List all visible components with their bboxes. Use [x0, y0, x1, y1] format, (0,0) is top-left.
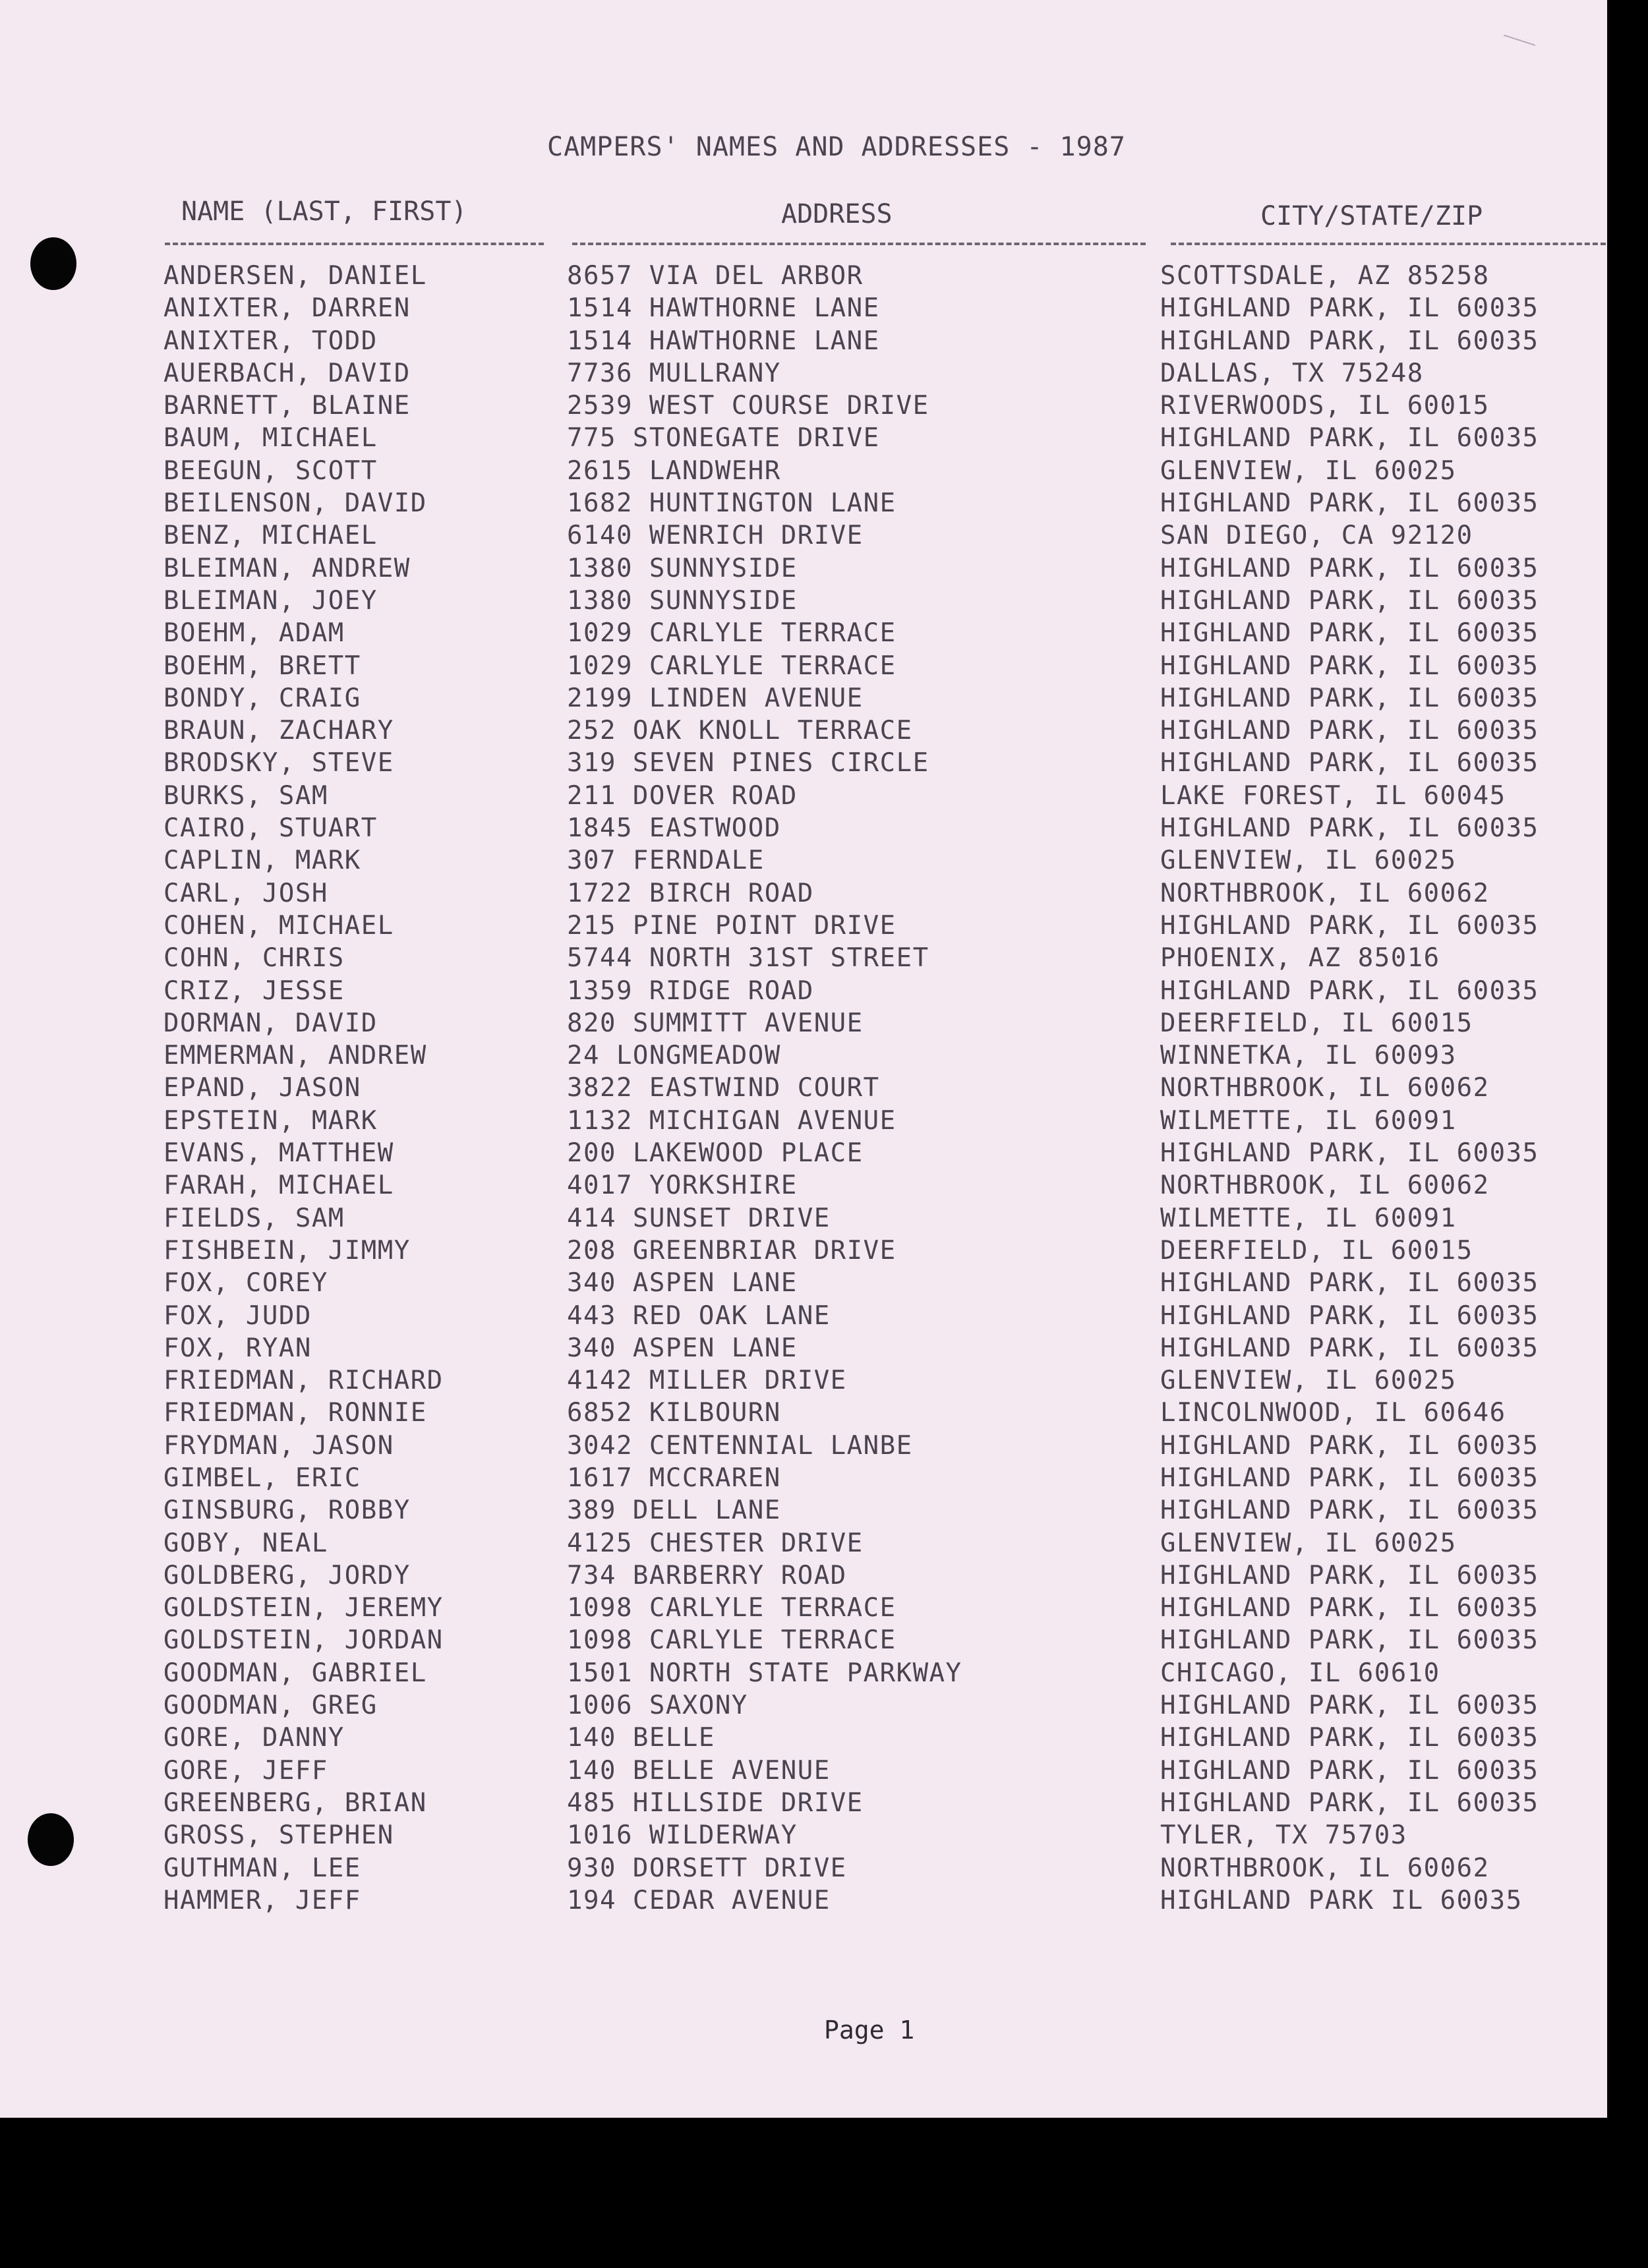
- table-row: [0, 879, 1607, 911]
- camper-city-state-zip: GLENVIEW, IL 60025: [1160, 846, 1457, 876]
- camper-city-state-zip: HIGHLAND PARK, IL 60035: [1160, 1268, 1539, 1298]
- camper-address: 6140 WENRICH DRIVE: [567, 521, 864, 551]
- camper-name: GROSS, STEPHEN: [163, 1820, 394, 1851]
- camper-name: CAPLIN, MARK: [163, 846, 361, 876]
- camper-name: BLEIMAN, ANDREW: [163, 553, 411, 583]
- camper-city-state-zip: NORTHBROOK, IL 60062: [1160, 1853, 1490, 1883]
- camper-city-state-zip: HIGHLAND PARK IL 60035: [1160, 1885, 1523, 1915]
- camper-address: 340 ASPEN LANE: [567, 1333, 798, 1363]
- table-row: [0, 1041, 1607, 1073]
- header-underline-name: [165, 243, 544, 245]
- camper-city-state-zip: NORTHBROOK, IL 60062: [1160, 1171, 1490, 1201]
- table-row: [0, 846, 1607, 878]
- camper-city-state-zip: TYLER, TX 75703: [1160, 1820, 1407, 1851]
- camper-city-state-zip: WILMETTE, IL 60091: [1160, 1203, 1457, 1233]
- camper-address: 200 LAKEWOOD PLACE: [567, 1138, 864, 1169]
- camper-city-state-zip: CHICAGO, IL 60610: [1160, 1658, 1440, 1688]
- camper-address: 215 PINE POINT DRIVE: [567, 910, 897, 941]
- camper-address: 2539 WEST COURSE DRIVE: [567, 391, 929, 421]
- camper-address: 7736 MULLRANY: [567, 358, 781, 388]
- camper-address: 1722 BIRCH ROAD: [567, 878, 814, 908]
- camper-address: 775 STONEGATE DRIVE: [567, 423, 880, 453]
- table-row: [0, 1593, 1607, 1625]
- camper-address: 140 BELLE AVENUE: [567, 1755, 831, 1786]
- table-row: [0, 1886, 1607, 1918]
- camper-address: 3822 EASTWIND COURT: [567, 1073, 880, 1103]
- camper-name: BLEIMAN, JOEY: [163, 585, 378, 616]
- camper-address: 1514 HAWTHORNE LANE: [567, 293, 880, 324]
- camper-name: EPAND, JASON: [163, 1073, 361, 1103]
- camper-city-state-zip: HIGHLAND PARK, IL 60035: [1160, 748, 1539, 778]
- table-row: [0, 716, 1607, 748]
- camper-name: GORE, DANNY: [163, 1723, 345, 1753]
- camper-city-state-zip: HIGHLAND PARK, IL 60035: [1160, 716, 1539, 746]
- camper-address: 2199 LINDEN AVENUE: [567, 683, 864, 713]
- camper-name: ANIXTER, TODD: [163, 326, 378, 356]
- camper-name: GIMBEL, ERIC: [163, 1463, 361, 1493]
- camper-name: BRODSKY, STEVE: [163, 748, 394, 778]
- table-row: [0, 1496, 1607, 1528]
- table-row: [0, 1853, 1607, 1886]
- table-row: [0, 618, 1607, 651]
- camper-name: BEEGUN, SCOTT: [163, 455, 378, 486]
- camper-address: 319 SEVEN PINES CIRCLE: [567, 748, 929, 778]
- table-row: [0, 261, 1607, 293]
- camper-address: 140 BELLE: [567, 1723, 715, 1753]
- camper-address: 1845 EASTWOOD: [567, 813, 781, 844]
- table-row: [0, 554, 1607, 586]
- camper-city-state-zip: HIGHLAND PARK, IL 60035: [1160, 488, 1539, 519]
- page-number: Page 1: [824, 2016, 915, 2045]
- camper-city-state-zip: HIGHLAND PARK, IL 60035: [1160, 1463, 1539, 1493]
- camper-address: 734 BARBERRY ROAD: [567, 1560, 847, 1590]
- camper-address: 1098 CARLYLE TERRACE: [567, 1593, 897, 1623]
- camper-address: 443 RED OAK LANE: [567, 1300, 831, 1331]
- camper-city-state-zip: NORTHBROOK, IL 60062: [1160, 878, 1490, 908]
- table-row: [0, 911, 1607, 943]
- camper-name: COHEN, MICHAEL: [163, 910, 394, 941]
- table-row: [0, 391, 1607, 423]
- camper-address: 389 DELL LANE: [567, 1496, 781, 1526]
- camper-name: BRAUN, ZACHARY: [163, 716, 394, 746]
- table-row: [0, 1723, 1607, 1755]
- camper-city-state-zip: HIGHLAND PARK, IL 60035: [1160, 1560, 1539, 1590]
- camper-city-state-zip: HIGHLAND PARK, IL 60035: [1160, 553, 1539, 583]
- camper-city-state-zip: HIGHLAND PARK, IL 60035: [1160, 1300, 1539, 1331]
- table-row: [0, 359, 1607, 391]
- table-row: [0, 293, 1607, 326]
- camper-city-state-zip: HIGHLAND PARK, IL 60035: [1160, 1138, 1539, 1169]
- camper-city-state-zip: HIGHLAND PARK, IL 60035: [1160, 813, 1539, 844]
- camper-city-state-zip: HIGHLAND PARK, IL 60035: [1160, 1593, 1539, 1623]
- table-row: [0, 1171, 1607, 1203]
- camper-city-state-zip: GLENVIEW, IL 60025: [1160, 1366, 1457, 1396]
- camper-address: 1016 WILDERWAY: [567, 1820, 798, 1851]
- camper-address: 211 DOVER ROAD: [567, 780, 798, 811]
- camper-name: BARNETT, BLAINE: [163, 391, 411, 421]
- camper-name: BENZ, MICHAEL: [163, 521, 378, 551]
- camper-address: 340 ASPEN LANE: [567, 1268, 798, 1298]
- table-row: [0, 1366, 1607, 1398]
- camper-address: 820 SUMMITT AVENUE: [567, 1008, 864, 1038]
- camper-city-state-zip: WINNETKA, IL 60093: [1160, 1041, 1457, 1071]
- paper-mark: [1504, 34, 1535, 45]
- camper-name: DORMAN, DAVID: [163, 1008, 378, 1038]
- camper-name: GINSBURG, ROBBY: [163, 1496, 411, 1526]
- table-row: [0, 1204, 1607, 1236]
- camper-address: 414 SUNSET DRIVE: [567, 1203, 831, 1233]
- header-underline-city: [1171, 243, 1606, 245]
- table-row: [0, 683, 1607, 716]
- table-row: [0, 1691, 1607, 1723]
- camper-name: EVANS, MATTHEW: [163, 1138, 394, 1169]
- table-row: [0, 521, 1607, 553]
- camper-address: 8657 VIA DEL ARBOR: [567, 261, 864, 291]
- camper-address: 6852 KILBOURN: [567, 1398, 781, 1428]
- camper-city-state-zip: HIGHLAND PARK, IL 60035: [1160, 1691, 1539, 1721]
- camper-city-state-zip: LAKE FOREST, IL 60045: [1160, 780, 1506, 811]
- camper-name: CARL, JOSH: [163, 878, 328, 908]
- camper-name: HAMMER, JEFF: [163, 1885, 361, 1915]
- camper-name: GOLDSTEIN, JEREMY: [163, 1593, 444, 1623]
- camper-city-state-zip: HIGHLAND PARK, IL 60035: [1160, 1625, 1539, 1656]
- camper-name: FOX, COREY: [163, 1268, 328, 1298]
- column-header-address: ADDRESS: [781, 199, 893, 229]
- table-row: [0, 1625, 1607, 1658]
- camper-city-state-zip: HIGHLAND PARK, IL 60035: [1160, 1755, 1539, 1786]
- table-row: [0, 1463, 1607, 1496]
- table-row: [0, 1398, 1607, 1430]
- camper-city-state-zip: GLENVIEW, IL 60025: [1160, 455, 1457, 486]
- camper-name: ANIXTER, DARREN: [163, 293, 411, 324]
- camper-name: FARAH, MICHAEL: [163, 1171, 394, 1201]
- camper-city-state-zip: DEERFIELD, IL 60015: [1160, 1008, 1473, 1038]
- camper-list: [0, 261, 1607, 1918]
- header-underline-address: [572, 243, 1146, 245]
- table-row: [0, 781, 1607, 813]
- table-row: [0, 1008, 1607, 1041]
- camper-name: FRYDMAN, JASON: [163, 1430, 394, 1461]
- camper-name: GOLDSTEIN, JORDAN: [163, 1625, 444, 1656]
- column-header-name: NAME (LAST, FIRST): [181, 196, 467, 227]
- camper-name: BONDY, CRAIG: [163, 683, 361, 713]
- table-row: [0, 1333, 1607, 1366]
- camper-name: AUERBACH, DAVID: [163, 358, 411, 388]
- camper-address: 1029 CARLYLE TERRACE: [567, 651, 897, 681]
- table-row: [0, 943, 1607, 975]
- table-row: [0, 1561, 1607, 1593]
- camper-address: 4125 CHESTER DRIVE: [567, 1528, 864, 1558]
- column-header-city: CITY/STATE/ZIP: [1260, 201, 1483, 231]
- camper-address: 1617 MCCRAREN: [567, 1463, 781, 1493]
- camper-address: 1006 SAXONY: [567, 1691, 748, 1721]
- camper-name: BURKS, SAM: [163, 780, 328, 811]
- camper-name: GOBY, NEAL: [163, 1528, 328, 1558]
- camper-city-state-zip: HIGHLAND PARK, IL 60035: [1160, 618, 1539, 649]
- table-row: [0, 651, 1607, 683]
- camper-address: 1098 CARLYLE TERRACE: [567, 1625, 897, 1656]
- camper-name: FRIEDMAN, RONNIE: [163, 1398, 427, 1428]
- camper-address: 5744 NORTH 31ST STREET: [567, 943, 929, 974]
- camper-city-state-zip: DALLAS, TX 75248: [1160, 358, 1424, 388]
- table-row: [0, 1788, 1607, 1820]
- camper-name: FISHBEIN, JIMMY: [163, 1235, 411, 1265]
- camper-city-state-zip: SCOTTSDALE, AZ 85258: [1160, 261, 1490, 291]
- camper-city-state-zip: HIGHLAND PARK, IL 60035: [1160, 1496, 1539, 1526]
- camper-city-state-zip: DEERFIELD, IL 60015: [1160, 1235, 1473, 1265]
- camper-city-state-zip: HIGHLAND PARK, IL 60035: [1160, 683, 1539, 713]
- camper-city-state-zip: HIGHLAND PARK, IL 60035: [1160, 1333, 1539, 1363]
- camper-city-state-zip: LINCOLNWOOD, IL 60646: [1160, 1398, 1506, 1428]
- camper-city-state-zip: HIGHLAND PARK, IL 60035: [1160, 326, 1539, 356]
- table-row: [0, 1106, 1607, 1138]
- camper-city-state-zip: HIGHLAND PARK, IL 60035: [1160, 423, 1539, 453]
- camper-address: 252 OAK KNOLL TERRACE: [567, 716, 913, 746]
- camper-address: 1501 NORTH STATE PARKWAY: [567, 1658, 962, 1688]
- camper-city-state-zip: HIGHLAND PARK, IL 60035: [1160, 651, 1539, 681]
- camper-city-state-zip: WILMETTE, IL 60091: [1160, 1105, 1457, 1136]
- table-row: [0, 1268, 1607, 1300]
- camper-city-state-zip: HIGHLAND PARK, IL 60035: [1160, 910, 1539, 941]
- camper-address: 1380 SUNNYSIDE: [567, 553, 798, 583]
- camper-name: EMMERMAN, ANDREW: [163, 1041, 427, 1071]
- table-row: [0, 488, 1607, 521]
- table-row: [0, 1820, 1607, 1853]
- table-row: [0, 1658, 1607, 1691]
- camper-address: 307 FERNDALE: [567, 846, 765, 876]
- camper-name: GOODMAN, GREG: [163, 1691, 378, 1721]
- camper-name: FIELDS, SAM: [163, 1203, 345, 1233]
- camper-address: 194 CEDAR AVENUE: [567, 1885, 831, 1915]
- camper-city-state-zip: RIVERWOODS, IL 60015: [1160, 391, 1490, 421]
- camper-city-state-zip: HIGHLAND PARK, IL 60035: [1160, 1723, 1539, 1753]
- table-row: [0, 1138, 1607, 1171]
- camper-address: 1380 SUNNYSIDE: [567, 585, 798, 616]
- camper-address: 1359 RIDGE ROAD: [567, 975, 814, 1006]
- camper-name: GUTHMAN, LEE: [163, 1853, 361, 1883]
- camper-city-state-zip: HIGHLAND PARK, IL 60035: [1160, 293, 1539, 324]
- table-row: [0, 456, 1607, 488]
- camper-address: 3042 CENTENNIAL LANBE: [567, 1430, 913, 1461]
- camper-city-state-zip: GLENVIEW, IL 60025: [1160, 1528, 1457, 1558]
- table-row: [0, 586, 1607, 618]
- camper-city-state-zip: HIGHLAND PARK, IL 60035: [1160, 975, 1539, 1006]
- camper-name: EPSTEIN, MARK: [163, 1105, 378, 1136]
- camper-name: GORE, JEFF: [163, 1755, 328, 1786]
- table-row: [0, 1236, 1607, 1268]
- camper-address: 1029 CARLYLE TERRACE: [567, 618, 897, 649]
- table-row: [0, 1301, 1607, 1333]
- camper-name: FRIEDMAN, RICHARD: [163, 1366, 444, 1396]
- camper-name: FOX, JUDD: [163, 1300, 312, 1331]
- camper-address: 1514 HAWTHORNE LANE: [567, 326, 880, 356]
- camper-city-state-zip: HIGHLAND PARK, IL 60035: [1160, 1430, 1539, 1461]
- camper-address: 24 LONGMEADOW: [567, 1041, 781, 1071]
- camper-name: BEILENSON, DAVID: [163, 488, 427, 519]
- camper-name: ANDERSEN, DANIEL: [163, 261, 427, 291]
- camper-city-state-zip: SAN DIEGO, CA 92120: [1160, 521, 1473, 551]
- camper-name: BAUM, MICHAEL: [163, 423, 378, 453]
- camper-address: 2615 LANDWEHR: [567, 455, 781, 486]
- camper-address: 1682 HUNTINGTON LANE: [567, 488, 897, 519]
- camper-city-state-zip: HIGHLAND PARK, IL 60035: [1160, 1788, 1539, 1818]
- table-row: [0, 1756, 1607, 1788]
- camper-name: COHN, CHRIS: [163, 943, 345, 974]
- table-row: [0, 423, 1607, 455]
- table-row: [0, 1528, 1607, 1561]
- camper-name: FOX, RYAN: [163, 1333, 312, 1363]
- camper-name: CRIZ, JESSE: [163, 975, 345, 1006]
- camper-address: 485 HILLSIDE DRIVE: [567, 1788, 864, 1818]
- table-row: [0, 326, 1607, 359]
- camper-address: 4017 YORKSHIRE: [567, 1171, 798, 1201]
- camper-name: GOODMAN, GABRIEL: [163, 1658, 427, 1688]
- table-row: [0, 976, 1607, 1008]
- camper-name: GOLDBERG, JORDY: [163, 1560, 411, 1590]
- camper-name: CAIRO, STUART: [163, 813, 378, 844]
- table-row: [0, 748, 1607, 780]
- table-row: [0, 1073, 1607, 1105]
- camper-city-state-zip: HIGHLAND PARK, IL 60035: [1160, 585, 1539, 616]
- camper-address: 1132 MICHIGAN AVENUE: [567, 1105, 897, 1136]
- camper-address: 4142 MILLER DRIVE: [567, 1366, 847, 1396]
- camper-name: BOEHM, BRETT: [163, 651, 361, 681]
- camper-name: BOEHM, ADAM: [163, 618, 345, 649]
- table-row: [0, 813, 1607, 846]
- camper-address: 208 GREENBRIAR DRIVE: [567, 1235, 897, 1265]
- table-row: [0, 1431, 1607, 1463]
- camper-city-state-zip: NORTHBROOK, IL 60062: [1160, 1073, 1490, 1103]
- camper-city-state-zip: PHOENIX, AZ 85016: [1160, 943, 1440, 974]
- camper-name: GREENBERG, BRIAN: [163, 1788, 427, 1818]
- camper-address: 930 DORSETT DRIVE: [567, 1853, 847, 1883]
- page-title: CAMPERS' NAMES AND ADDRESSES - 1987: [547, 132, 1126, 162]
